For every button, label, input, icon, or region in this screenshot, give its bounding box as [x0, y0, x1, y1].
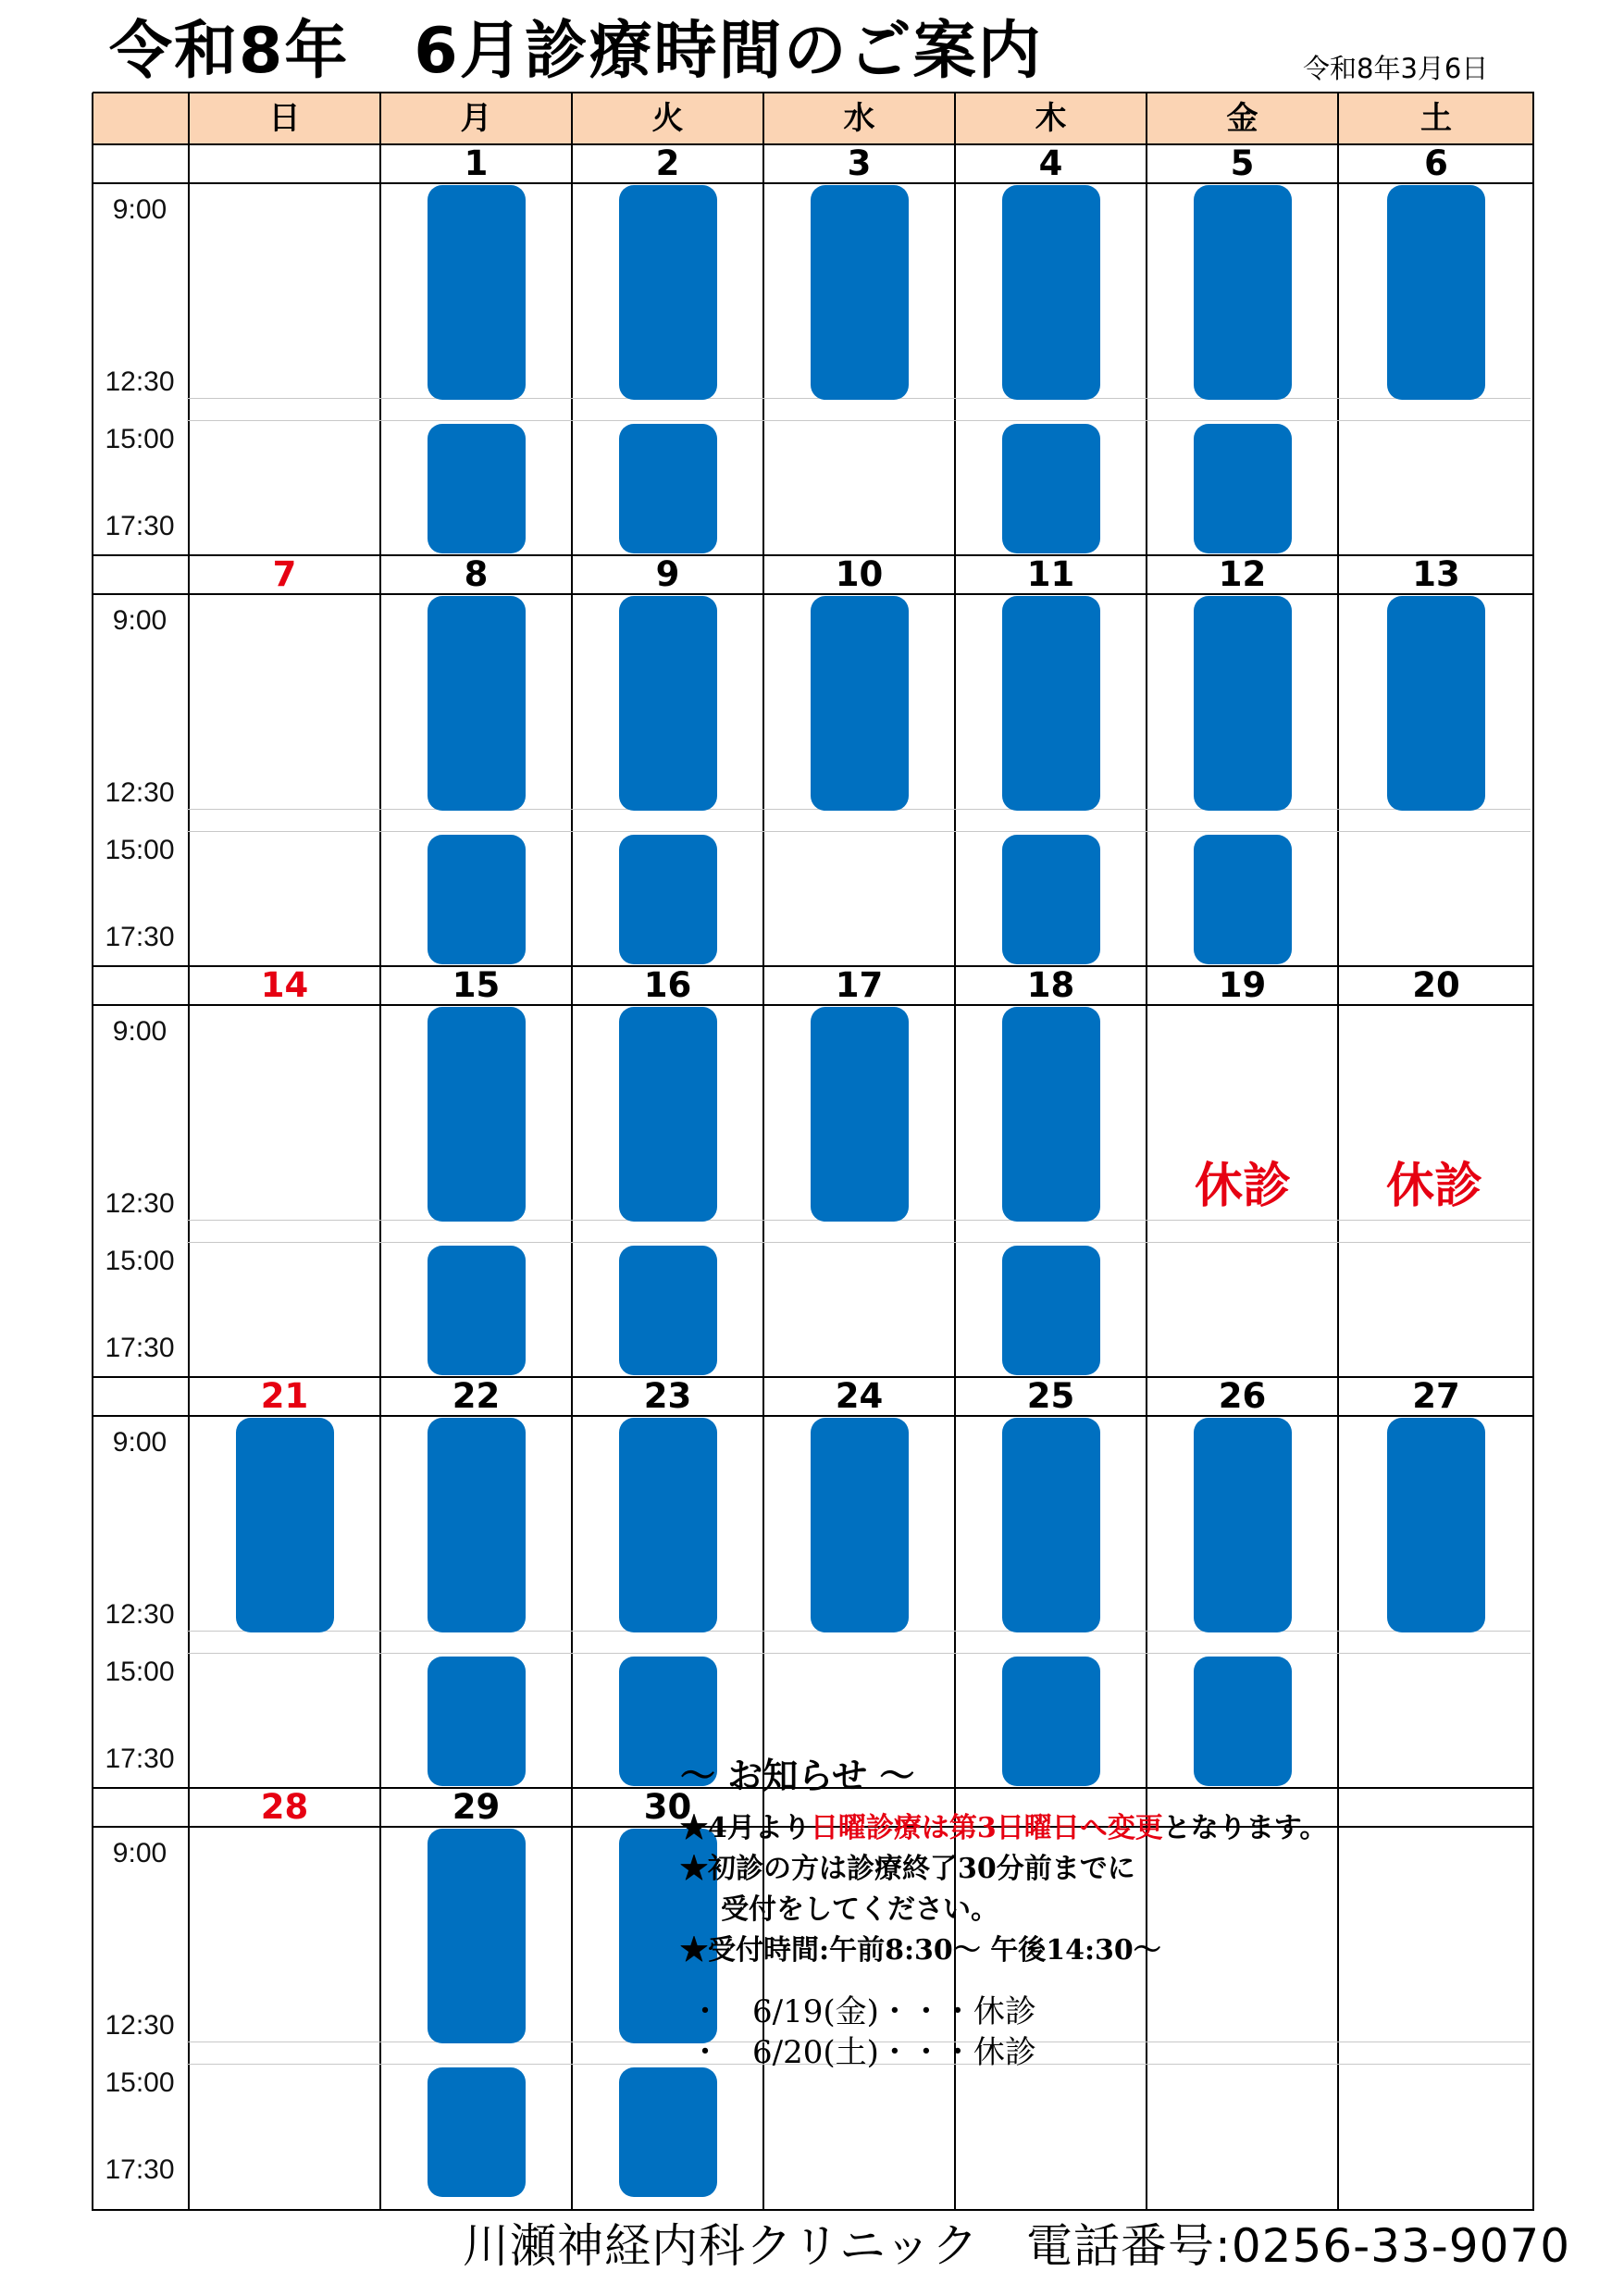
time-label: 12:30: [105, 1188, 175, 1219]
morning-session-bar: [811, 596, 909, 811]
morning-session-bar: [1002, 596, 1100, 811]
time-label: 15:00: [105, 424, 175, 454]
time-label: 17:30: [105, 1333, 175, 1363]
weekday-header-thu: 木: [1035, 100, 1067, 137]
weekday-header-mon: 月: [460, 100, 492, 137]
weekday-header-wed: 水: [843, 100, 875, 137]
morning-session-bar: [811, 185, 909, 400]
morning-session-bar: [428, 1829, 526, 2043]
notice-line1-pre: ★4月より: [680, 1812, 811, 1844]
day-number: 15: [452, 965, 501, 1005]
time-label: 9:00: [112, 1427, 167, 1458]
closed-label: 休診: [1194, 1159, 1291, 1214]
morning-session-bar: [1002, 185, 1100, 400]
time-label: 12:30: [105, 1599, 175, 1630]
notice-title: ～ お知らせ ～: [680, 1755, 915, 1796]
morning-session-bar: [428, 596, 526, 811]
session-divider: [187, 1653, 1531, 1654]
day-number: 10: [835, 554, 884, 594]
day-number: 26: [1218, 1376, 1267, 1416]
weekday-header-tue: 火: [651, 100, 684, 137]
day-number: 19: [1218, 965, 1267, 1005]
day-number: 9: [655, 554, 680, 594]
afternoon-session-bar: [619, 1246, 717, 1375]
weekday-header-fri: 金: [1226, 100, 1258, 137]
page-title: 令和8年 6月診療時間のご案内: [109, 15, 1043, 88]
afternoon-session-bar: [619, 835, 717, 964]
time-label: 9:00: [112, 605, 167, 636]
day-number: 30: [643, 1787, 692, 1827]
day-number: 14: [260, 965, 309, 1005]
notice-line1-post: となります。: [1162, 1812, 1328, 1844]
time-label: 17:30: [105, 2154, 175, 2185]
morning-session-bar: [236, 1418, 334, 1632]
afternoon-session-bar: [428, 1246, 526, 1375]
time-label: 17:30: [105, 511, 175, 541]
notice-line-sunday: [680, 1808, 1439, 1849]
morning-session-bar: [1194, 1418, 1292, 1632]
time-label: 15:00: [105, 1246, 175, 1276]
morning-session-bar: [1387, 185, 1485, 400]
morning-session-bar: [428, 185, 526, 400]
morning-session-bar: [619, 1418, 717, 1632]
morning-session-bar: [1002, 1418, 1100, 1632]
day-number: 18: [1026, 965, 1075, 1005]
morning-session-bar: [811, 1418, 909, 1632]
weekday-header-sat: 土: [1420, 100, 1452, 137]
morning-session-bar: [1387, 596, 1485, 811]
morning-session-bar: [619, 185, 717, 400]
day-number: 23: [643, 1376, 692, 1416]
day-number: 13: [1412, 554, 1460, 594]
time-label: 12:30: [105, 366, 175, 397]
session-divider: [187, 420, 1531, 421]
day-number: 16: [643, 965, 692, 1005]
afternoon-session-bar: [428, 2067, 526, 2197]
clinic-footer: 川瀬神経内科クリニック 電話番号:0256-33-9070: [463, 2219, 1571, 2273]
morning-session-bar: [811, 1007, 909, 1222]
time-label: 17:30: [105, 922, 175, 952]
notice-box: [680, 1755, 1439, 2073]
afternoon-session-bar: [619, 2067, 717, 2197]
day-number: 28: [260, 1787, 309, 1827]
afternoon-session-bar: [1002, 1246, 1100, 1375]
closed-notice-item: ・ 6/19(金)・・・休診: [689, 1993, 1036, 2030]
afternoon-session-bar: [1194, 424, 1292, 553]
day-number: 29: [452, 1787, 501, 1827]
day-number: 21: [260, 1376, 309, 1416]
grid-line: [571, 93, 573, 2211]
morning-session-bar: [428, 1007, 526, 1222]
notice-line1-highlight: 日曜診療は第3日曜日へ変更: [810, 1812, 1163, 1844]
notice-line-hours: ★受付時間:午前8:30～ 午後14:30～: [680, 1934, 1161, 1967]
day-number: 22: [452, 1376, 501, 1416]
day-number: 25: [1026, 1376, 1075, 1416]
time-label: 9:00: [112, 1838, 167, 1868]
day-number: 8: [464, 554, 489, 594]
session-divider: [187, 831, 1531, 832]
morning-session-bar: [428, 1418, 526, 1632]
day-number: 27: [1412, 1376, 1460, 1416]
day-number: 17: [835, 965, 884, 1005]
morning-session-bar: [1194, 185, 1292, 400]
morning-session-bar: [619, 596, 717, 811]
time-label: 15:00: [105, 2067, 175, 2098]
day-number: 1: [464, 143, 489, 183]
day-number: 4: [1038, 143, 1063, 183]
afternoon-session-bar: [428, 1657, 526, 1786]
time-label: 9:00: [112, 1016, 167, 1047]
morning-session-bar: [1387, 1418, 1485, 1632]
afternoon-session-bar: [619, 424, 717, 553]
day-number: 24: [835, 1376, 884, 1416]
grid-line: [93, 92, 1534, 93]
issue-date: 令和8年3月6日: [1303, 53, 1489, 84]
day-number: 7: [272, 554, 297, 594]
notice-line-first-visit: ★初診の方は診療終了30分前までに: [680, 1853, 1135, 1885]
morning-session-bar: [1002, 1007, 1100, 1222]
afternoon-session-bar: [1194, 835, 1292, 964]
day-number: 2: [655, 143, 680, 183]
afternoon-session-bar: [1002, 424, 1100, 553]
morning-session-bar: [619, 1007, 717, 1222]
closed-notice-item: ・ 6/20(土)・・・休診: [689, 2034, 1036, 2071]
grid-line: [1532, 93, 1534, 2211]
day-number: 6: [1424, 143, 1448, 183]
weekday-header-sun: 日: [268, 100, 301, 137]
afternoon-session-bar: [428, 424, 526, 553]
day-number: 12: [1218, 554, 1267, 594]
notice-line-reception: 受付をしてください。: [721, 1893, 998, 1926]
grid-line: [92, 93, 93, 2211]
day-number: 20: [1412, 965, 1460, 1005]
closed-label: 休診: [1385, 1159, 1482, 1214]
time-label: 17:30: [105, 1744, 175, 1774]
morning-session-bar: [1194, 596, 1292, 811]
day-number: 5: [1230, 143, 1255, 183]
time-label: 15:00: [105, 1657, 175, 1687]
grid-line: [93, 2209, 1534, 2211]
time-label: 12:30: [105, 2010, 175, 2041]
afternoon-session-bar: [428, 835, 526, 964]
session-divider: [187, 1242, 1531, 1243]
grid-line: [188, 93, 190, 2211]
afternoon-session-bar: [1002, 835, 1100, 964]
day-number: 11: [1026, 554, 1075, 594]
day-number: 3: [847, 143, 872, 183]
grid-line: [379, 93, 381, 2211]
time-label: 9:00: [112, 194, 167, 225]
time-label: 12:30: [105, 777, 175, 808]
time-label: 15:00: [105, 835, 175, 865]
